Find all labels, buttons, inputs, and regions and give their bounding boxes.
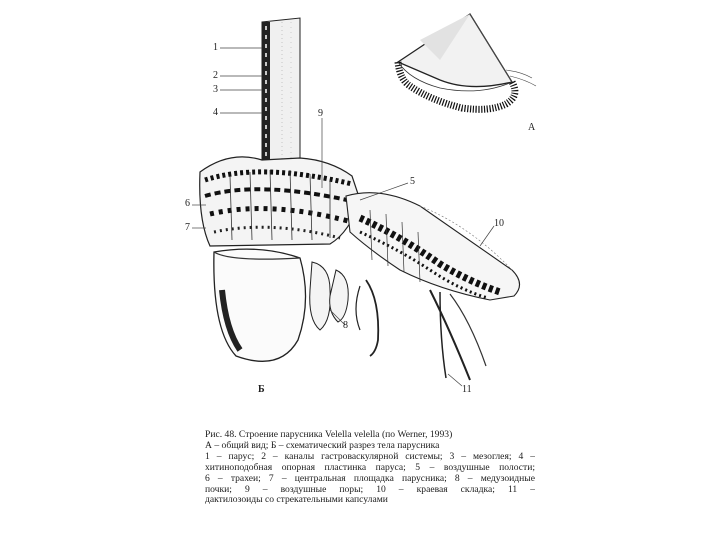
figure-caption [205, 430, 535, 506]
sail-section [262, 18, 300, 162]
caption-line: дактилозоиды со стрекательными капсулами [205, 495, 388, 506]
general-view-drawing [398, 14, 536, 109]
caption-line: 6 – трахеи; 7 – центральная площадка парусника; 8 – медузоидные [205, 473, 535, 484]
caption-line: А – общий вид; Б – схематический разрез тела парусника [205, 440, 440, 451]
label-1: 1 [213, 42, 218, 53]
label-11: 11 [462, 384, 472, 395]
label-8: 8 [343, 320, 348, 331]
label-3: 3 [213, 84, 218, 95]
caption-line: почки; 9 – воздушные поры; 10 – краевая складка; 11 – [205, 484, 535, 495]
panel-label-b: Б [258, 384, 265, 395]
label-9: 9 [318, 108, 323, 119]
label-10: 10 [494, 218, 504, 229]
label-7: 7 [185, 222, 190, 233]
float-section [200, 157, 360, 361]
label-5: 5 [410, 176, 415, 187]
label-4: 4 [213, 107, 218, 118]
caption-title: Рис. 48. Строение парусника Velella velella (по Werner, 1993) [205, 430, 453, 440]
label-6: 6 [185, 198, 190, 209]
panel-label-a: А [528, 122, 536, 133]
caption-line: хитиноподобная опорная пластинка паруса; 5 – воздушные полости; [205, 462, 535, 473]
caption-line: 1 – парус; 2 – каналы гастроваскулярной системы; 3 – мезоглея; 4 – [205, 451, 535, 462]
label-2: 2 [213, 70, 218, 81]
